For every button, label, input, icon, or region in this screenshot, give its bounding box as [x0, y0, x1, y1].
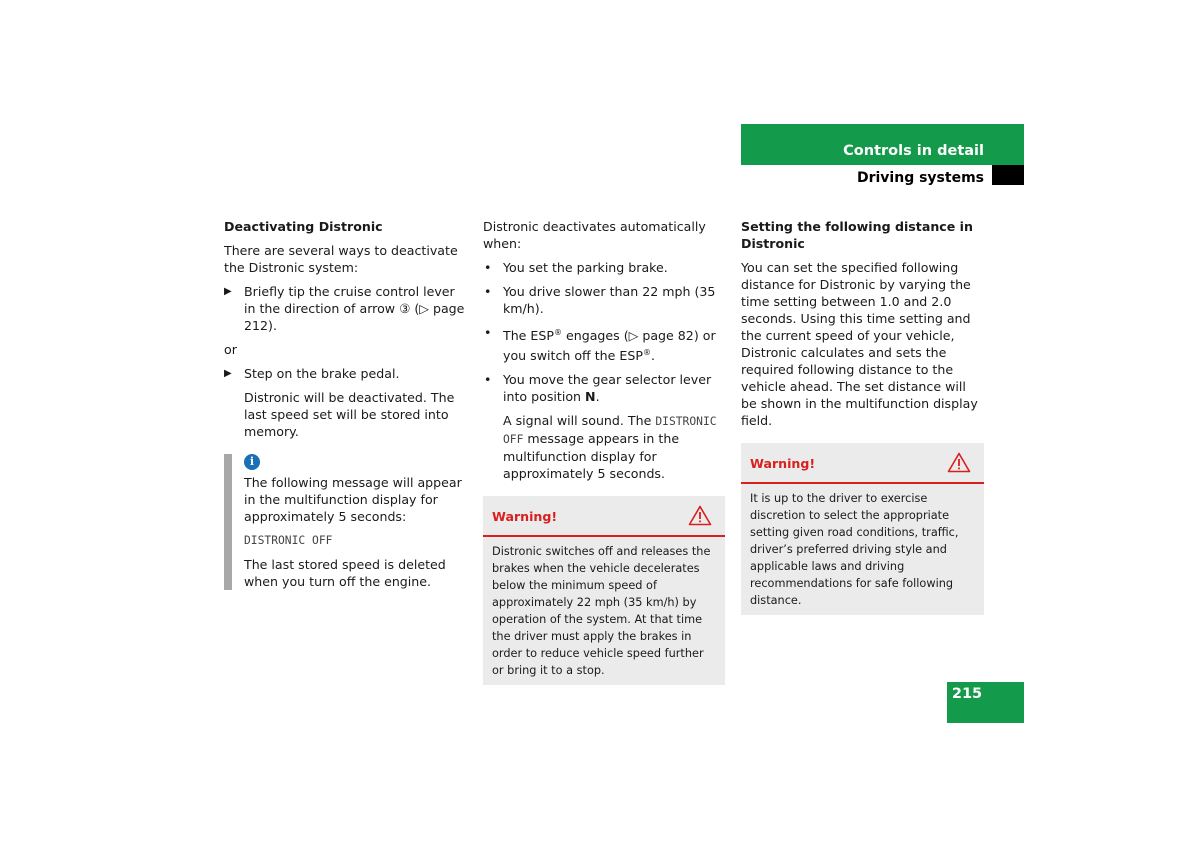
- bullet-text: You set the parking brake.: [503, 260, 668, 275]
- column-left: [224, 218, 466, 590]
- column-middle: [483, 218, 725, 685]
- step-text: Briefly tip the cruise control lever in the direction of arrow ③ (▷ page 212).: [244, 284, 465, 333]
- bullet: •: [484, 372, 492, 388]
- body-text: You can set the specified following distance for Distronic by varying the time setting between 1.0 and 2.0 seconds. Using this time setting and the current speed of your vehicle, Distronic calculates and sets the required following distance to the vehicle ahead. The set distance will be shown in the multifunction display field.: [741, 260, 978, 428]
- bullet-text: You drive slower than 22 mph (35 km/h).: [503, 284, 716, 316]
- warning-label: Warning!: [750, 456, 816, 471]
- heading-deactivating: Deactivating Distronic: [224, 219, 383, 234]
- or-text: or: [224, 342, 237, 357]
- warning-triangle-icon: [688, 505, 712, 526]
- display-message: DISTRONIC OFF: [244, 534, 333, 547]
- column-right: [741, 218, 984, 615]
- info-icon: i: [244, 454, 260, 470]
- note-text: The last stored speed is deleted when you turn off the engine.: [244, 557, 446, 589]
- bullet: •: [484, 260, 492, 275]
- warning-text: It is up to the driver to exercise discretion to select the appropriate setting given road conditions, traffic, driver’s preferred driving style and applicable laws and driving recommendations for safe following distance.: [750, 492, 959, 607]
- section-title: Controls in detail: [843, 143, 984, 159]
- subsection-title: Driving systems: [856, 170, 984, 186]
- note-bar: [224, 454, 232, 590]
- bullet: •: [484, 325, 492, 340]
- step-tip-lever: [224, 283, 466, 334]
- warning-box: [741, 443, 984, 615]
- list-item: [483, 283, 725, 317]
- note-text: The following message will appear in the multifunction display for approximately 5 seconds:: [244, 475, 462, 524]
- info-note: [224, 454, 466, 590]
- step-text: Step on the brake pedal.: [244, 366, 400, 381]
- warning-text: Distronic switches off and releases the brakes when the vehicle decelerates below the minimum speed of approximately 22 mph (35 km/h) by operation of the system. At that time the driver must apply the brakes in order to reduce vehicle speed further or bring it to a stop.: [492, 545, 711, 678]
- warning-header: [483, 496, 725, 537]
- heading-following-distance: Setting the following distance in Distronic: [741, 219, 973, 251]
- triangle-right-icon: ▶: [224, 368, 232, 379]
- list-item: [483, 259, 725, 276]
- step-brake-pedal: [224, 365, 466, 382]
- step-result: Distronic will be deactivated. The last speed set will be stored into memory.: [244, 390, 455, 439]
- warning-triangle-icon: [947, 452, 971, 473]
- intro-text: There are several ways to deactivate the Distronic system:: [224, 243, 458, 275]
- signal-text: A signal will sound. The DISTRONIC OFF message appears in the multifunction display for approximately 5 seconds.: [503, 413, 717, 482]
- header-black-tab: [992, 165, 1024, 185]
- list-item: [483, 324, 725, 364]
- triangle-right-icon: ▶: [224, 286, 232, 297]
- bullet-text: The ESP® engages (▷ page 82) or you switch off the ESP®.: [503, 328, 716, 364]
- bullet-text: You move the gear selector lever into position N.: [503, 372, 712, 405]
- warning-label: Warning!: [492, 509, 558, 525]
- list-item: [483, 371, 725, 405]
- warning-box: [483, 496, 725, 685]
- warning-header: [741, 443, 984, 484]
- bullet: •: [484, 284, 492, 299]
- auto-deactivate-intro: Distronic deactivates automatically when:: [483, 219, 706, 251]
- page-number: 215: [951, 686, 983, 702]
